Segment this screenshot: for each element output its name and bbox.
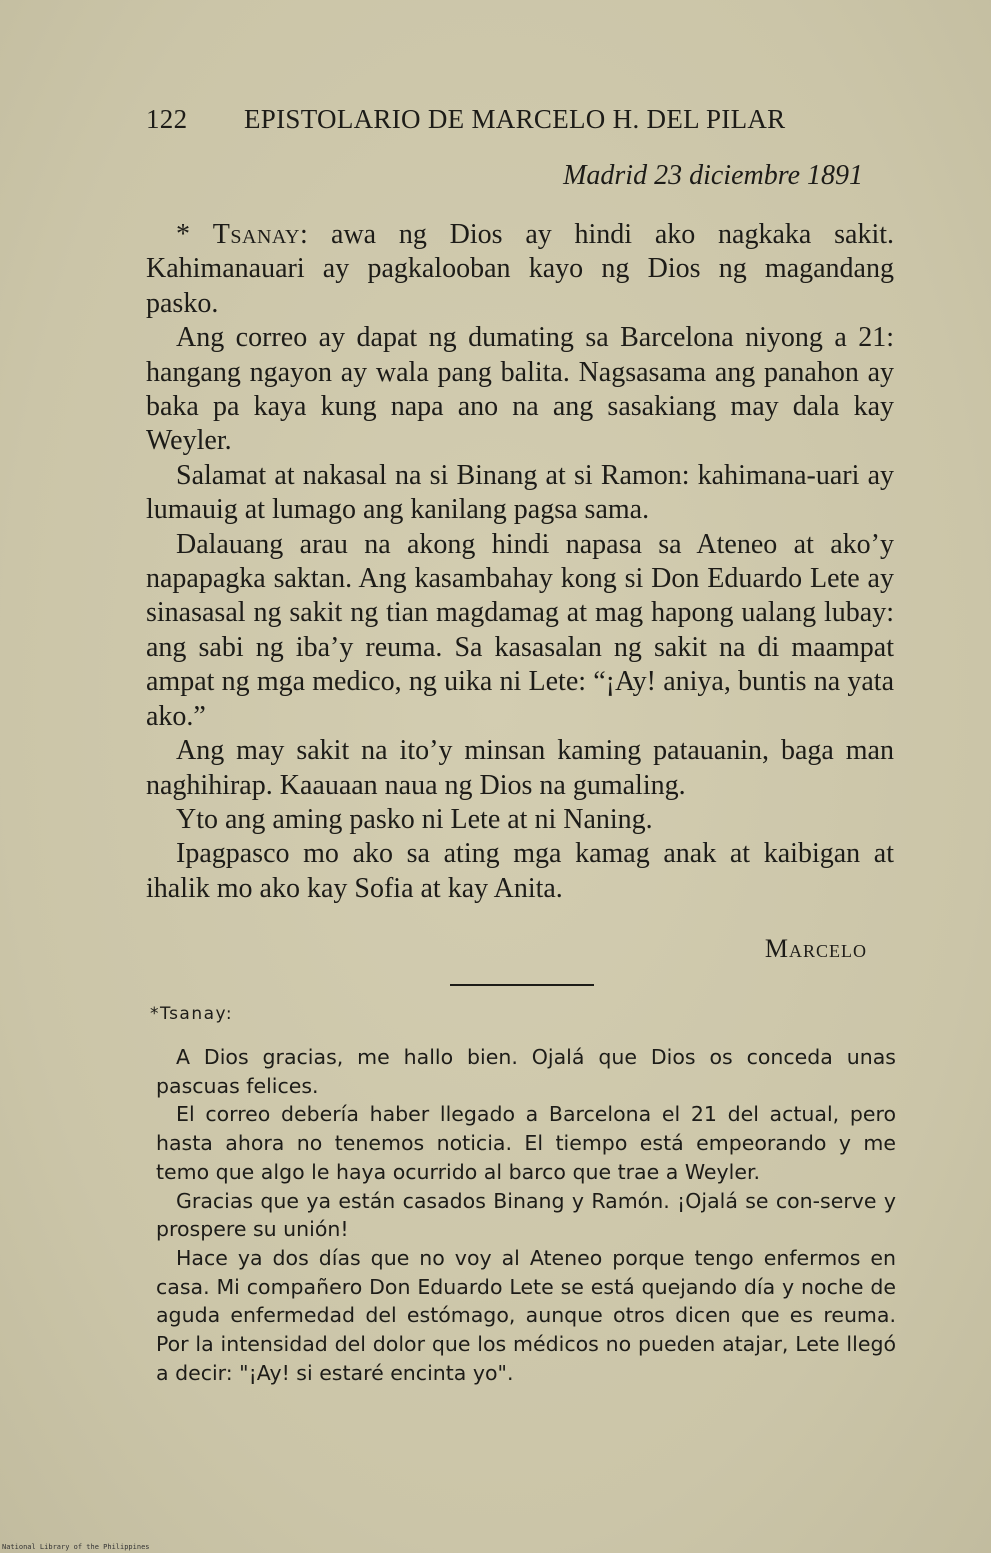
signature: Marcelo: [764, 934, 867, 963]
letter-paragraph: Salamat at nakasal na si Binang at si Ramon: kahimana-uari ay lumauig at lumago ang kanilang pagsa sama.: [146, 459, 894, 526]
footnote-label: *Tsanay:: [150, 1004, 234, 1024]
letter-dateline: Madrid 23 diciembre 1891: [563, 160, 863, 191]
salutation: Tsanay:: [212, 219, 309, 250]
running-title: EPISTOLARIO DE MARCELO H. DEL PILAR: [244, 104, 786, 134]
translation-paragraph: Gracias que ya están casados Binang y Ramón. ¡Ojalá se con-serve y prospere su unión!: [156, 1188, 896, 1242]
letter-paragraph: Ang correo ay dapat ng dumating sa Barcelona niyong a 21: hangang ngayon ay wala pang balita. Nagsasama ang panahon ay baka pa kaya kung napa ano na ang sasakiang may dala kay Weyler.: [146, 322, 894, 457]
letter-paragraph: Ang may sakit na ito’y minsan kaming patauanin, baga man naghihirap. Kaauaan naua ng Dios na gumaling.: [146, 735, 894, 801]
footnote-translation: [156, 1043, 896, 1387]
letter-paragraph-text: awa ng Dios ay hindi ako nagkaka sakit. Kahimanauari ay pagkalooban kayo ng Dios ng magandang pasko.: [146, 219, 895, 319]
letter-paragraph: [146, 218, 894, 321]
library-credit: National Library of the Philippines: [2, 1543, 150, 1551]
letter-paragraph: Ipagpasco mo ako sa ating mga kamag anak at kaibigan at ihalik mo ako kay Sofia at kay Anita.: [146, 838, 894, 904]
footnote-divider: [450, 984, 594, 986]
translation-paragraph: A Dios gracias, me hallo bien. Ojalá que Dios os conceda unas pascuas felices.: [156, 1045, 896, 1098]
letter-body: [146, 218, 894, 906]
letter-paragraph: Yto ang aming pasko ni Lete at ni Naning.: [176, 803, 653, 835]
translation-paragraph: El correo debería haber llegado a Barcelona el 21 del actual, pero hasta ahora no tenemos noticia. El tiempo está empeorando y me temo que algo le haya ocurrido al barco que trae a Weyler.: [156, 1102, 896, 1184]
translation-paragraph: Hace ya dos días que no voy al Ateneo porque tengo enfermos en casa. Mi compañero Don Eduardo Lete se está quejando día y noche de aguda enfermedad del estómago, aunque otros dicen que es reuma. Por la intensidad del dolor que los médicos no pueden atajar, Lete llegó a decir: "¡Ay! si estaré encinta yo".: [156, 1245, 896, 1385]
letter-paragraph: Dalauang arau na akong hindi napasa sa Ateneo at ako’y napapagka saktan. Ang kasambahay kong si Don Eduardo Lete ay sinasasal ng sakit ng tian magdamag at mag hapong ualang lubay: ang sabi ng iba’y reuma. Sa kasasalan ng sakit na di maampat ampat ng mga medico, ng uika ni Lete: “¡Ay! aniya, buntis na yata ako.”: [146, 528, 894, 732]
footnote-marker: *: [176, 219, 190, 250]
page-number: 122: [146, 104, 188, 134]
